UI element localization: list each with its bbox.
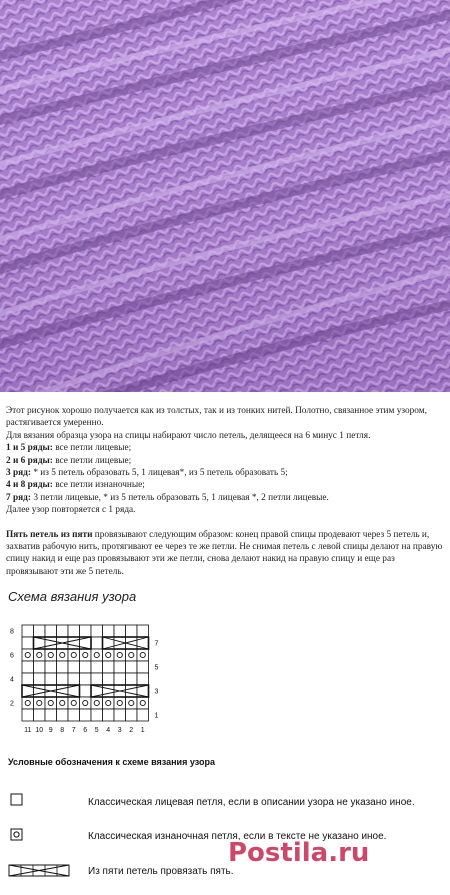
repeat-text: Далее узор повторяется с 1 ряда.	[6, 505, 136, 516]
legend-item-text: Классическая лицевая петля, если в описании узора не указано иное.	[88, 797, 415, 808]
chart-cell	[68, 625, 80, 637]
chart-cell	[103, 673, 115, 685]
row-number-label: 8	[10, 628, 14, 636]
column-number-label: 3	[117, 727, 122, 734]
chart-cell	[137, 649, 149, 661]
chart-cell	[22, 673, 34, 685]
row-number-label: 7	[154, 640, 159, 648]
chart-cell	[80, 661, 92, 673]
knitting-photo	[0, 0, 450, 392]
chart-cell	[34, 685, 46, 697]
chart-cell	[91, 709, 103, 721]
chart-cell	[103, 697, 115, 709]
chart-cell	[34, 673, 46, 685]
chart-cell	[91, 649, 103, 661]
chart-cell	[34, 709, 46, 721]
chart-cell	[34, 625, 46, 637]
chart-cell	[68, 637, 80, 649]
chart-cell	[103, 649, 115, 661]
chart-cell	[57, 649, 69, 661]
row-number-label: 3	[154, 688, 159, 696]
row-number-label: 6	[10, 652, 14, 660]
chart-cell	[91, 673, 103, 685]
chart-cell	[57, 661, 69, 673]
postila-watermark: Postila.ru	[228, 838, 370, 868]
chart-cell	[103, 709, 115, 721]
chart-cell	[126, 709, 138, 721]
row-instruction: 2 и 6 ряды: все петли лицевые;	[6, 455, 132, 466]
knitting-chart	[0, 615, 200, 745]
chart-cell	[45, 625, 57, 637]
chart-cell	[80, 685, 92, 697]
column-number-label: 2	[129, 727, 134, 734]
chart-cell	[80, 673, 92, 685]
chart-cell	[137, 709, 149, 721]
row-instruction: 4 и 8 ряды: все петли изнаночные;	[6, 480, 145, 491]
legend-title: Условные обозначения к схеме вязания узора	[8, 757, 215, 767]
chart-cell	[103, 661, 115, 673]
chart-cell	[114, 649, 126, 661]
chart-cell	[34, 697, 46, 709]
chart-cell	[114, 673, 126, 685]
chart-cell	[45, 637, 57, 649]
chart-cell	[45, 661, 57, 673]
row-number-label: 5	[154, 664, 159, 672]
chart-cell	[68, 649, 80, 661]
row-number-label: 1	[154, 712, 159, 720]
cast-on-text: Для вязания образца узора на спицы набирают число петель, делящееся на 6 минус 1 петля.	[6, 430, 371, 441]
column-number-label: 6	[83, 727, 88, 734]
chart-cell	[114, 709, 126, 721]
column-number-label: 10	[35, 727, 44, 734]
chart-cell	[126, 661, 138, 673]
chart-cell	[126, 685, 138, 697]
chart-cell	[68, 709, 80, 721]
knitted-fabric-image	[0, 0, 450, 392]
chart-cell	[103, 625, 115, 637]
chart-cell	[22, 637, 34, 649]
chart-cell	[114, 661, 126, 673]
chart-cell	[103, 685, 115, 697]
chart-cell	[45, 673, 57, 685]
chart-cell	[137, 697, 149, 709]
chart-cell	[91, 637, 103, 649]
chart-cell	[45, 709, 57, 721]
column-number-label: 4	[106, 727, 111, 734]
legend-item-text: Классическая изнаночная петля, если в тексте не указано иное.	[88, 831, 387, 842]
chart-cell	[114, 625, 126, 637]
row-instruction: 7 ряд: 3 петли лицевые, * из 5 петель образовать 5, 1 лицевая *, 2 петли лицевые.	[6, 492, 329, 503]
chart-cell	[57, 625, 69, 637]
column-number-label: 5	[94, 727, 99, 734]
chart-cell	[91, 661, 103, 673]
row-number-label: 2	[10, 700, 14, 708]
chart-cell	[22, 625, 34, 637]
chart-cell	[114, 697, 126, 709]
five-from-five-icon	[8, 863, 72, 879]
chart-cell	[80, 697, 92, 709]
row-instruction: 3 ряд: * из 5 петель образовать 5, 1 лицевая*, из 5 петель образовать 5;	[6, 468, 288, 479]
five-from-five-text: Пять петель из пяти провязывают следующим образом: конец правой спицы продевают через 5 петель и, захватив рабочую нить, протягивают ее через те же петли. Не снимая петель с левой спицы делают на правую спицу накид и еще раз провязывают эти же петли, снова делают накид на правую спицу и еще раз провязывают эти же 5 петель.	[6, 529, 443, 577]
chart-cell	[45, 697, 57, 709]
chart-cell	[22, 697, 34, 709]
legend-item-text: Из пяти петель провязать пять.	[88, 866, 234, 877]
column-number-label: 8	[60, 727, 65, 734]
square-icon	[10, 793, 24, 807]
pattern-description	[6, 405, 446, 578]
column-number-label: 11	[24, 727, 32, 734]
chart-cell	[22, 649, 34, 661]
chart-cell	[57, 673, 69, 685]
chart-cell	[34, 649, 46, 661]
chart-cell	[137, 661, 149, 673]
chart-cell	[68, 673, 80, 685]
chart-cell	[126, 625, 138, 637]
chart-cell	[137, 673, 149, 685]
chart-cell	[126, 649, 138, 661]
chart-cell	[45, 649, 57, 661]
chart-cell	[80, 625, 92, 637]
chart-cell	[80, 649, 92, 661]
column-number-label: 9	[48, 727, 53, 734]
intro-text: Этот рисунок хорошо получается как из толстых, так и из тонких нитей. Полотно, связанное этим узором, растягивается умеренно.	[6, 406, 427, 429]
chart-cell	[22, 709, 34, 721]
chart-cell	[68, 697, 80, 709]
chart-cell	[34, 661, 46, 673]
column-number-label: 1	[140, 727, 145, 734]
scheme-title: Схема вязания узора	[8, 589, 137, 604]
chart-cell	[126, 673, 138, 685]
chart-cell	[91, 697, 103, 709]
chart-cell	[80, 709, 92, 721]
chart-cell	[68, 661, 80, 673]
chart-cell	[57, 685, 69, 697]
row-instruction: 1 и 5 ряды: все петли лицевые;	[6, 443, 132, 454]
circle-in-square-icon	[10, 828, 24, 842]
chart-cell	[22, 661, 34, 673]
chart-grid	[22, 625, 149, 721]
chart-cell	[57, 697, 69, 709]
column-number-label: 7	[71, 727, 76, 734]
chart-cell	[57, 709, 69, 721]
chart-cell	[91, 625, 103, 637]
chart-cell	[137, 625, 149, 637]
row-number-label: 4	[10, 676, 14, 684]
chart-cell	[126, 697, 138, 709]
